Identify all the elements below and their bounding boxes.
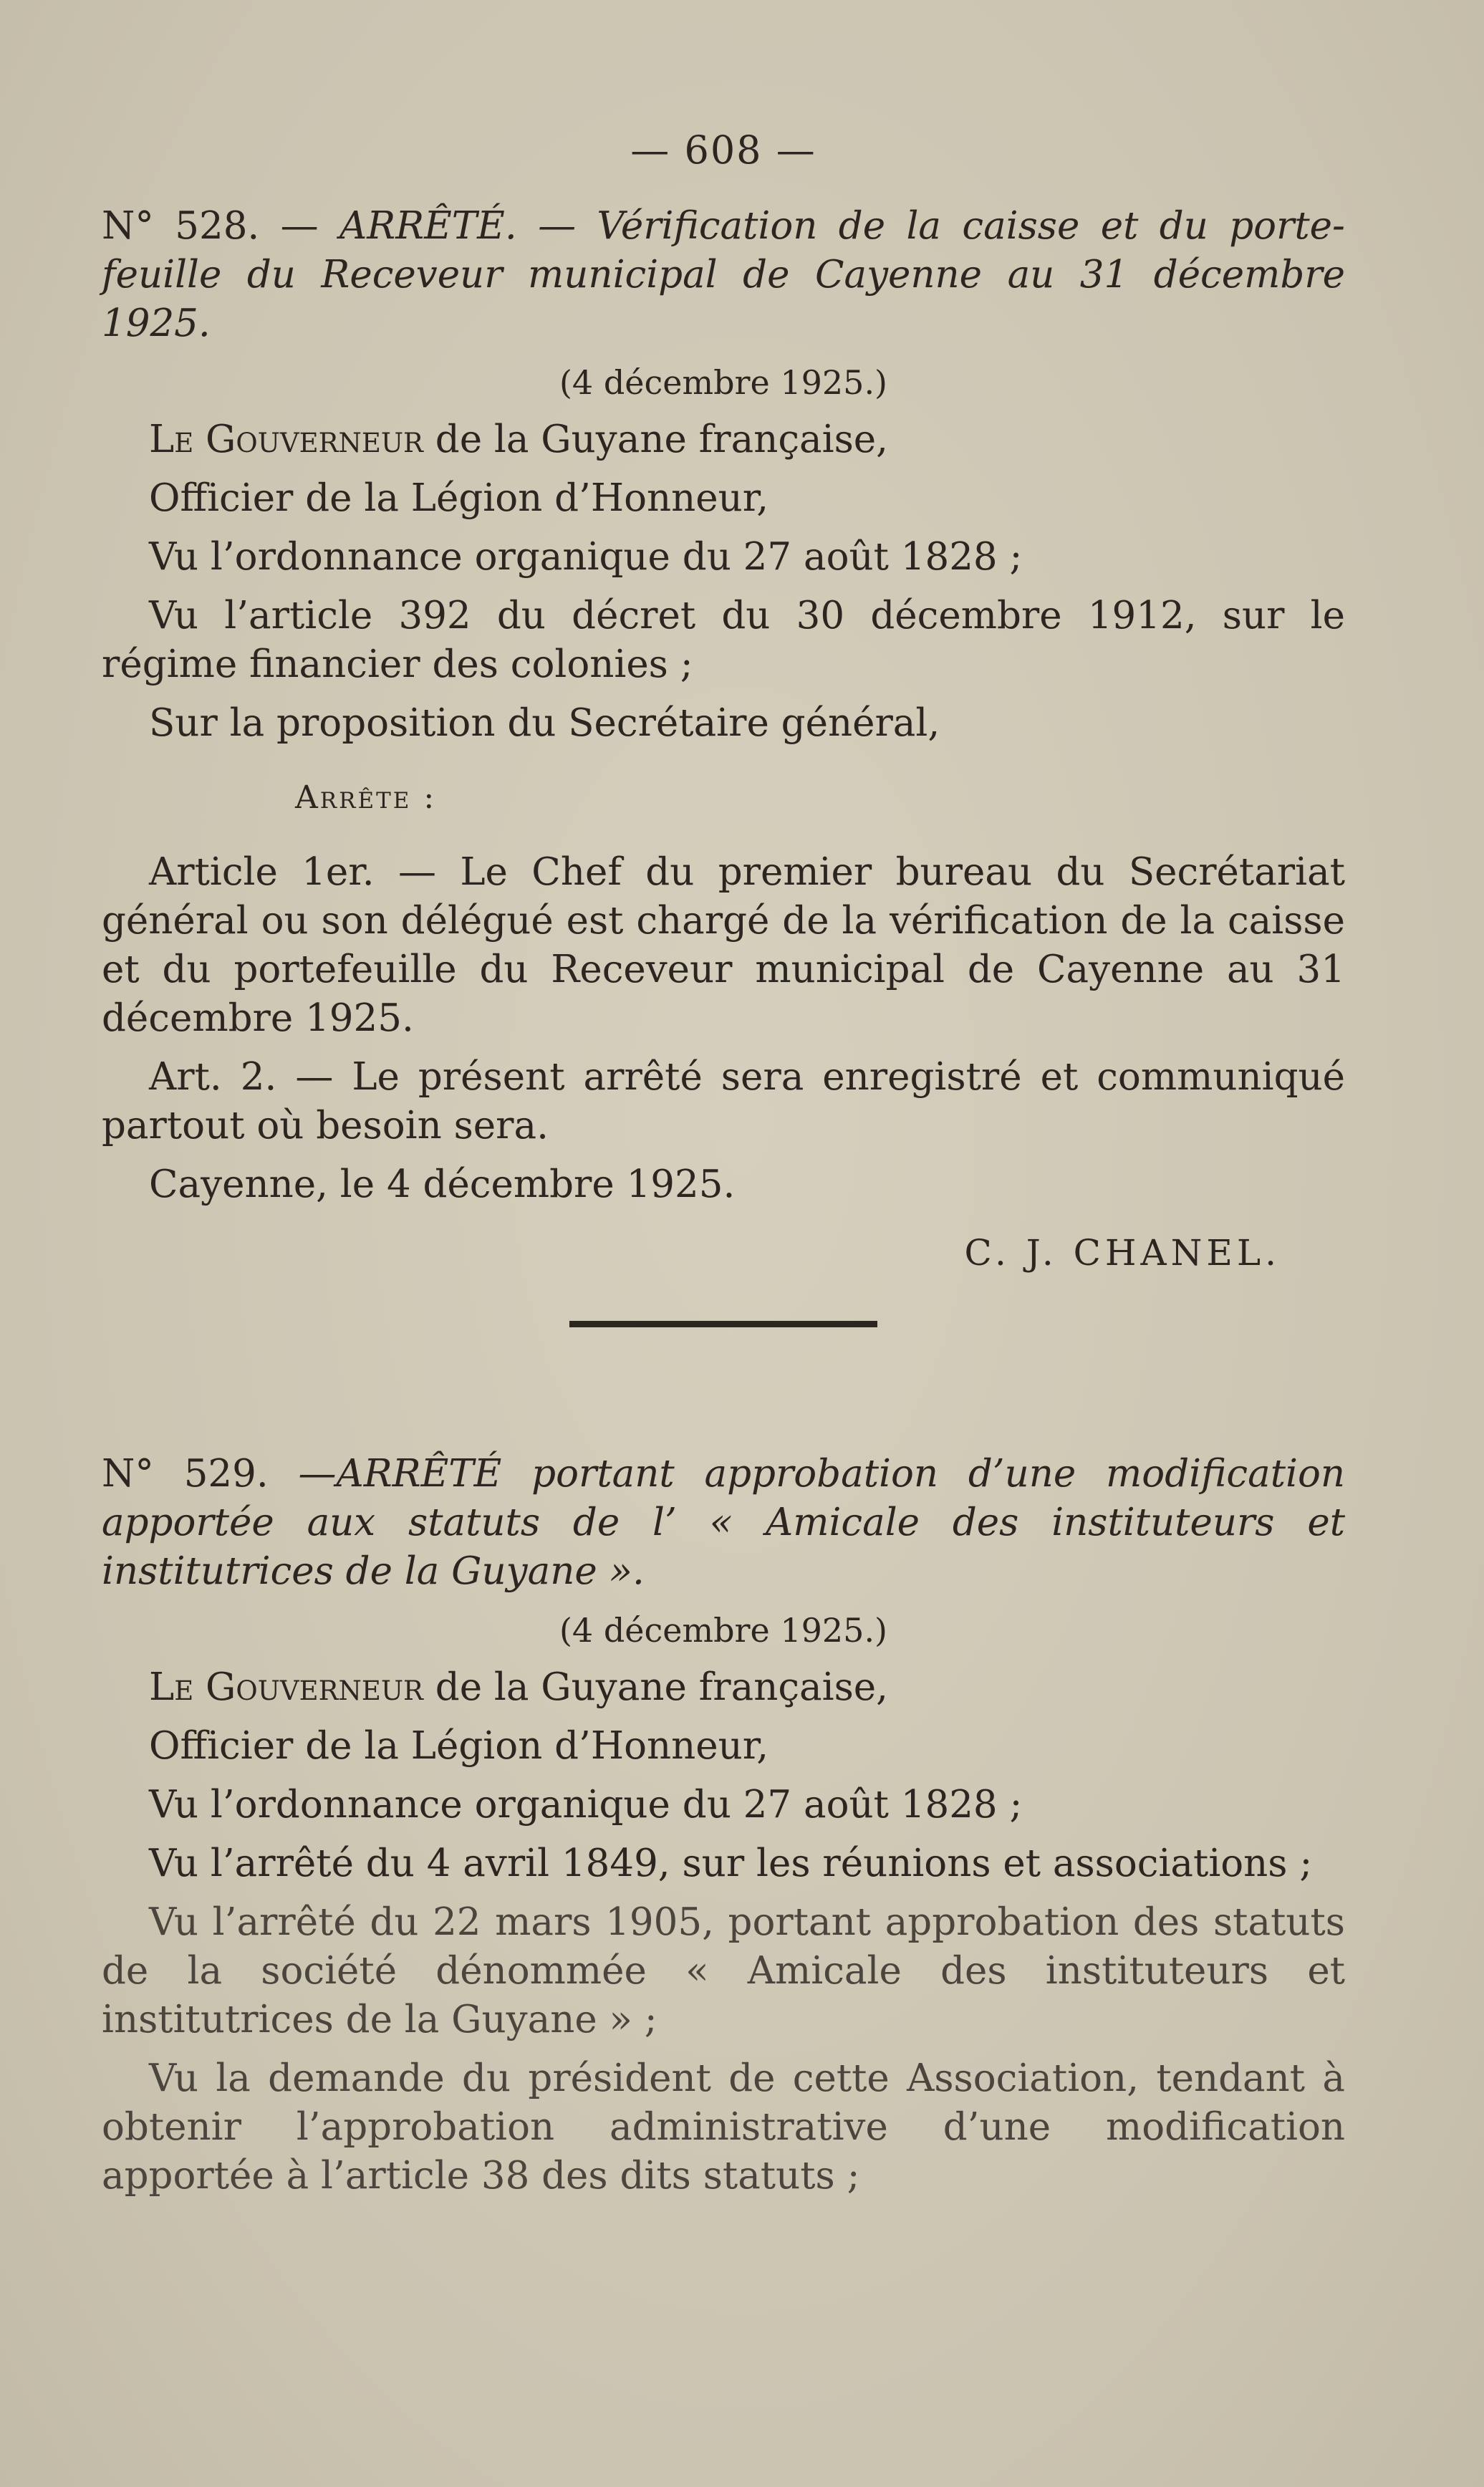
act-529-date: (4 décembre 1925.) bbox=[559, 1611, 888, 1650]
act-528-sur: Sur la proposition du Secrétaire général, bbox=[149, 701, 940, 745]
act-528-date: (4 décembre 1925.) bbox=[559, 363, 888, 402]
act-528-officer: Officier de la Légion d’Honneur, bbox=[149, 476, 769, 520]
act-529-governor-rest: de la Guyane française, bbox=[423, 1665, 888, 1709]
act-529-governor-title: Le Gouverneur bbox=[149, 1665, 423, 1709]
act-528-governor-title: Le Gouverneur bbox=[149, 418, 423, 461]
act-528-subject: — Vérification de la caisse et du porte-feuille du Receveur municipal de Cayenne au 31 décembre 1925. bbox=[102, 204, 1345, 345]
act-528-article-2: Art. 2. — Le présent arrêté sera enregistré et communiqué partout où besoin sera. bbox=[102, 1055, 1345, 1148]
act-529-vu-1: Vu l’ordonnance organique du 27 août 1828 ; bbox=[149, 1783, 1023, 1827]
act-528-governor bbox=[102, 415, 1345, 464]
act-528-number: N° 528. bbox=[102, 204, 260, 248]
act-529-vu-2: Vu l’arrêté du 4 avril 1849, sur les réunions et associations ; bbox=[149, 1842, 1313, 1885]
act-528-place-date: Cayenne, le 4 décembre 1925. bbox=[149, 1163, 736, 1206]
act-529 bbox=[102, 1450, 1345, 2211]
act-529-kind: —ARRÊTÉ bbox=[298, 1452, 502, 1496]
act-528-dash: — bbox=[280, 204, 319, 248]
act-528-governor-rest: de la Guyane française, bbox=[423, 418, 888, 461]
act-528-signature: C. J. CHANEL. bbox=[964, 1232, 1281, 1274]
act-529-governor bbox=[102, 1663, 1345, 1712]
act-528-article-1: Article 1er. — Le Chef du premier bureau du Secrétariat général ou son délégué est chargé de la vérification de la caisse et du portefeuille du Receveur municipal de Cayenne au 31 décembre 1925. bbox=[102, 850, 1345, 1040]
act-529-title bbox=[102, 1450, 1345, 1596]
act-528 bbox=[102, 202, 1345, 1377]
act-529-subject: portant approbation d’une modification apportée aux statuts de l’ « Amicale des instituteurs et institutrices de la Guyane ». bbox=[102, 1452, 1346, 1593]
act-528-arrete-heading: Arrête : bbox=[295, 779, 437, 816]
act-528-vu-2: Vu l’article 392 du décret du 30 décembre 1912, sur le régime financier des colonies ; bbox=[102, 594, 1345, 686]
act-529-vu-3: Vu l’arrêté du 22 mars 1905, portant approbation des statuts de la société dénommée « Amicale des instituteurs et institutrices de la Guyane » ; bbox=[102, 1900, 1345, 2041]
act-528-title bbox=[102, 202, 1345, 348]
act-528-kind: ARRÊTÉ. bbox=[339, 204, 517, 248]
act-529-number: N° 529. bbox=[102, 1452, 269, 1496]
page-number: — 608 — bbox=[630, 128, 816, 173]
act-528-vu-1: Vu l’ordonnance organique du 27 août 1828 ; bbox=[149, 535, 1023, 579]
section-divider bbox=[569, 1321, 877, 1327]
act-529-vu-4: Vu la demande du président de cette Association, tendant à obtenir l’approbation administrative d’une modification apportée à l’article 38 des dits statuts ; bbox=[102, 2057, 1345, 2198]
act-529-officer: Officier de la Légion d’Honneur, bbox=[149, 1724, 769, 1768]
